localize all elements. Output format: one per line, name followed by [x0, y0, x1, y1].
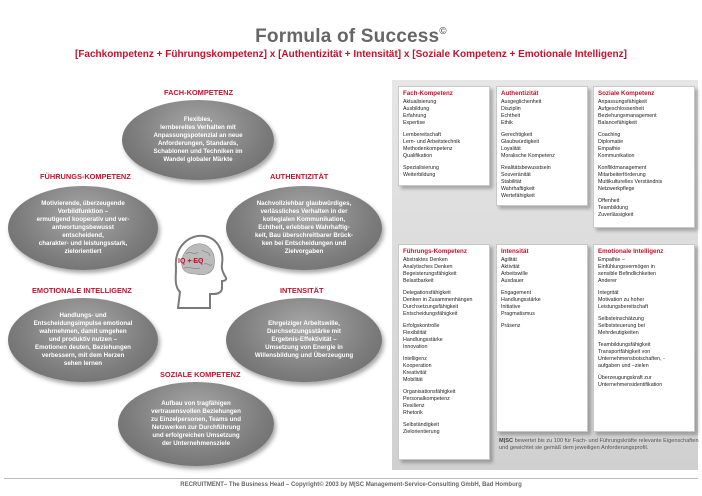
attribute-item: Handlungsstärke — [403, 336, 443, 343]
attribute-item: Expertise — [403, 119, 426, 126]
ellipse-emotionale-intelligenz — [8, 298, 158, 382]
ellipse-text-line: entscheidend, — [62, 231, 104, 239]
ellipse-text-line: zu Einzelpersonen, Teams und — [151, 416, 241, 424]
attribute-item: Qualifikation — [403, 152, 433, 159]
ellipse-text-line: Wandel globaler Märkte — [163, 155, 233, 163]
attribute-item: Delegationsfähigkeit — [403, 289, 451, 296]
attribute-item: Stabilität — [501, 178, 522, 185]
attribute-item: Flexibilität — [403, 329, 427, 336]
attribute-item: Lern- und Arbeitstechnik — [403, 138, 461, 145]
attribute-item: Agilität — [501, 257, 517, 263]
attribute-item: Denken in Zusammenhängen — [403, 296, 473, 303]
ellipse-text-line: und erfolgreichen Umsetzung — [152, 431, 240, 439]
attribute-item: Entscheidungsfähigkeit — [403, 310, 458, 317]
attribute-item: Erfahrung — [403, 112, 427, 119]
ellipse-text-line: Flexibles, — [183, 116, 213, 124]
text-fuehrungs-kompetenz — [37, 200, 130, 256]
attribute-item: Kreativität — [403, 369, 427, 376]
ellipse-text-line: Entscheidungsimpulse emotional — [33, 320, 133, 328]
card-fuehrungs-kompetenz — [398, 244, 490, 460]
card-authentizitaet — [496, 86, 588, 206]
attribute-item: Analytisches Denken — [403, 263, 453, 270]
ellipse-text-line: Umsetzung von Energie in — [265, 343, 343, 351]
attribute-item: Realitätsbewusstsein — [501, 164, 551, 171]
attribute-item: Empathie – — [598, 257, 625, 263]
attribute-item: Konfliktmanagement — [598, 164, 647, 171]
attribute-item: Einfühlungsvermögen in — [598, 263, 655, 270]
attribute-item: Beziehungsmanagement — [598, 112, 657, 119]
card-items — [403, 99, 485, 179]
attribute-item: Ausdauer — [501, 277, 524, 284]
text-soziale-kompetenz — [151, 400, 241, 448]
ellipse-text-line: vertrauensvollen Beziehungen — [151, 408, 241, 416]
attribute-item: Erfolgskontrolle — [403, 322, 440, 329]
attribute-item: Multikulturelles Verständnis — [598, 178, 663, 185]
ellipse-text-line: Ehrgeiziger Arbeitswille, — [268, 320, 340, 328]
ellipse-text-line: Durchsetzungsstärke mit — [267, 328, 341, 336]
attribute-item: Anpassungsfähigkeit — [598, 99, 647, 105]
ellipse-text-line: ken bei Entscheidungen und — [261, 239, 347, 247]
head-silhouette — [164, 228, 228, 312]
attribute-item: sensible Befindlichkeiten — [598, 270, 657, 277]
card-items — [598, 257, 690, 389]
attribute-item: Initiative — [501, 303, 521, 310]
attribute-item: Begeisterungsfähigkeit — [403, 270, 457, 277]
attribute-item: Aktualisierung — [403, 99, 437, 105]
card-items — [403, 257, 485, 436]
ellipse-text-line: Emotionen deuten, Beziehungen — [35, 343, 131, 351]
attribute-item: Intelligenz — [403, 355, 427, 362]
ellipse-text-line: zielorientiert — [64, 247, 102, 255]
card-fach-kompetenz — [398, 86, 490, 186]
card-intensitaet — [496, 244, 588, 432]
attribute-item: Lernbereitschaft — [403, 131, 441, 138]
label-fach-kompetenz: FACH-KOMPETENZ — [164, 88, 233, 97]
attribute-item: Organisationsfähigkeit — [403, 388, 456, 395]
ellipse-text-line: keit, Bau überschreitbarer Brück- — [254, 231, 353, 239]
card-title: Intensität — [501, 248, 529, 255]
card-title: Soziale Kompetenz — [598, 90, 655, 97]
attribute-item: Überzeugungskraft zur — [598, 374, 652, 381]
page-title: Formula of Success© — [255, 26, 447, 47]
ellipse-text-line: wahrnehmen, damit umgehen — [39, 328, 127, 336]
ellipse-text-line: kollegialen Kommunikation, — [262, 216, 346, 224]
attribute-item: Souveränität — [501, 171, 531, 178]
ellipse-text-line: Ergebnis-Effektivität – — [271, 336, 337, 344]
text-emotionale-intelligenz — [34, 312, 133, 368]
card-title: Authentizität — [501, 90, 539, 97]
ellipse-text-line: charakter- und leistungsstark, — [38, 239, 128, 247]
ellipse-text-line: Handlungs- und — [59, 312, 107, 320]
attribute-item: Kommunikation — [598, 152, 635, 159]
attribute-item: Anderer — [598, 277, 617, 284]
attribute-item: Zuverlässigkeit — [598, 211, 634, 218]
attribute-item: Durchsetzungsfähigkeit — [403, 303, 459, 310]
attribute-item: Selbständigkeit — [403, 421, 439, 428]
ellipse-fach-kompetenz — [122, 100, 274, 180]
attribute-item: Handlungsstärke — [501, 296, 541, 303]
attribute-item: aufgaben und –zielen — [598, 362, 649, 369]
head-icon — [164, 228, 228, 312]
attribute-item: Belastbarkeit — [403, 277, 434, 284]
attribute-item: Aufgeschlossenheit — [598, 105, 644, 112]
attribute-item: Unternehmensbotschaften, - — [598, 355, 665, 362]
attribute-item: Arbeitswille — [501, 270, 528, 277]
attribute-item: Moralische Kompetenz — [501, 152, 555, 159]
attribute-item: Ethik — [501, 119, 513, 126]
attribute-item: Selbsteinschätzung — [598, 315, 644, 322]
text-fach-kompetenz — [153, 116, 242, 164]
card-items — [501, 99, 583, 200]
ellipse-text-line: Willensbildung und Überzeugung — [254, 351, 354, 359]
competence-diagram — [0, 80, 390, 480]
attribute-item: Motivation zu hoher — [598, 296, 645, 303]
attribute-item: Wahrhaftigkeit — [501, 185, 535, 192]
attribute-item: Balancefähigkeit — [598, 119, 637, 126]
ellipse-text-line: Echtheit, erlebbare Wahrhaftig- — [258, 224, 350, 232]
label-intensitaet: INTENSITÄT — [280, 286, 324, 295]
ellipse-text-line: Anforderungen, Standards, — [157, 140, 239, 147]
attribute-item: Mehrdeutigkeiten — [598, 329, 639, 336]
attribute-item: Glaubwürdigkeit — [501, 138, 539, 145]
attribute-item: Präsenz — [501, 322, 521, 329]
label-fuehrungs-kompetenz: FÜHRUNGS-KOMPETENZ — [40, 172, 131, 181]
label-soziale-kompetenz: SOZIALE KOMPETENZ — [160, 370, 241, 379]
attribute-item: Personalkompetenz — [403, 395, 450, 402]
attribute-item: Coaching — [598, 131, 621, 138]
attribute-item: Netzwerkpflege — [598, 185, 635, 192]
ellipse-text-line: antwortungsbewusst — [52, 224, 114, 232]
footer-copyright: RECRUITMENT– The Business Head – Copyright© 2003 by M|SC Management-Service-Consulting GmbH, Bad Homburg — [180, 482, 522, 488]
attribute-item: Diplomatie — [598, 138, 624, 145]
card-title: Führungs-Kompetenz — [403, 248, 467, 255]
ellipse-text-line: lernbereites Verhalten mit — [160, 124, 236, 132]
attribute-item: Kooperation — [403, 362, 432, 369]
ellipse-text-line: sehen lernen — [63, 359, 103, 367]
attribute-item: Leistungsbereitschaft — [598, 303, 649, 310]
ellipse-text-line: ermutigend kooperativ und ver- — [36, 216, 130, 224]
card-title: Fach-Kompetenz — [403, 90, 453, 97]
ellipse-intensitaet — [226, 298, 382, 382]
attribute-item: Offenheit — [598, 197, 620, 204]
success-formula: [Fachkompetenz + Führungskompetenz] x [Authentizität + Intensität] x [Soziale Kompetenz + Emotionale Intelligenz] — [74, 49, 627, 60]
attribute-item: Ausbildung — [403, 105, 430, 112]
attribute-item: Aktivität — [501, 263, 520, 270]
attribute-item: Echtheit — [501, 112, 521, 119]
attribute-item: Empathie — [598, 145, 621, 152]
ellipse-text-line: verbessern, mit dem Herzen — [41, 351, 125, 359]
card-soziale-kompetenz — [593, 86, 695, 228]
attribute-item: Engagement — [501, 289, 532, 296]
ellipse-text-line: Schablonen und Techniken im — [153, 147, 243, 155]
attribute-item: Teambildung — [598, 204, 629, 211]
ellipse-text-line: Anpassungspotenzial an neue — [153, 132, 243, 140]
card-items — [598, 99, 690, 219]
ellipse-soziale-kompetenz — [118, 382, 274, 466]
label-authentizitaet: AUTHENTIZITÄT — [270, 172, 329, 181]
attribute-item: Mobilität — [403, 376, 423, 383]
attribute-item: Unternehmensidentifikation — [598, 381, 663, 388]
attribute-item: Gerechtigkeit — [501, 131, 533, 138]
card-items — [501, 257, 583, 330]
ellipse-text-line: der Unternehmensziele — [161, 439, 231, 447]
card-title: Emotionale Intelligenz — [598, 248, 664, 255]
attribute-item: Pragmatismus — [501, 310, 535, 317]
ellipse-text-line: Zielvorgaben — [284, 247, 324, 255]
ellipse-text-line: Motivierende, überzeugende — [41, 200, 125, 208]
attribute-item: Innovation — [403, 343, 428, 350]
attribute-item: Ausgeglichenheit — [501, 99, 542, 105]
attribute-item: Selbststeuerung bei — [598, 322, 645, 329]
footer-divider — [4, 478, 698, 479]
attribute-item: Transportfähigkeit von — [598, 348, 651, 355]
attribute-item: Spezialisierung — [403, 164, 439, 171]
text-intensitaet — [255, 320, 353, 360]
ellipse-text-line: verlässliches Verhalten in der — [260, 208, 348, 216]
attribute-item: Integrität — [598, 289, 619, 296]
ellipse-fuehrungs-kompetenz — [8, 186, 158, 270]
attribute-item: Abstraktes Denken — [403, 257, 448, 263]
label-emotionale-intelligenz: EMOTIONALE INTELLIGENZ — [32, 286, 132, 295]
attribute-item: Zielorientierung — [403, 428, 440, 435]
ellipse-text-line: Netzwerken zur Durchführung — [151, 424, 241, 431]
card-emotionale-intelligenz — [593, 244, 695, 432]
ellipse-authentizitaet — [226, 186, 382, 270]
text-authentizitaet — [255, 200, 353, 256]
msc-note: M|SC bewertet bis zu 100 für Fach- und Führungskräfte relevante Eigenschaften und gewichtet sie gemäß dem jeweiligen Anforderungsprofil. — [499, 438, 699, 452]
iq-eq-label: IQ + EQ — [178, 258, 204, 265]
attribute-item: Methodenkompetenz — [403, 145, 453, 152]
ellipse-text-line: Nachvollziehbar glaubwürdiges, — [256, 200, 352, 208]
attribute-item: Weiterbildung — [403, 171, 436, 178]
ellipse-text-line: Vorbildfunktion – — [57, 208, 109, 216]
ellipse-text-line: und produktiv nutzen – — [48, 336, 118, 344]
attribute-item: Wertefähigkeit — [501, 192, 535, 199]
attribute-item: Teambildungsfähigkeit — [598, 341, 651, 348]
attribute-item: Resilienz — [403, 402, 425, 409]
attribute-item: Rhetorik — [403, 409, 423, 416]
ellipse-text-line: Aufbau von tragfähigen — [161, 400, 231, 408]
attribute-item: Mitarbeiterförderung — [598, 171, 646, 178]
attribute-item: Loyalität — [501, 145, 521, 152]
attribute-item: Disziplin — [501, 105, 521, 112]
